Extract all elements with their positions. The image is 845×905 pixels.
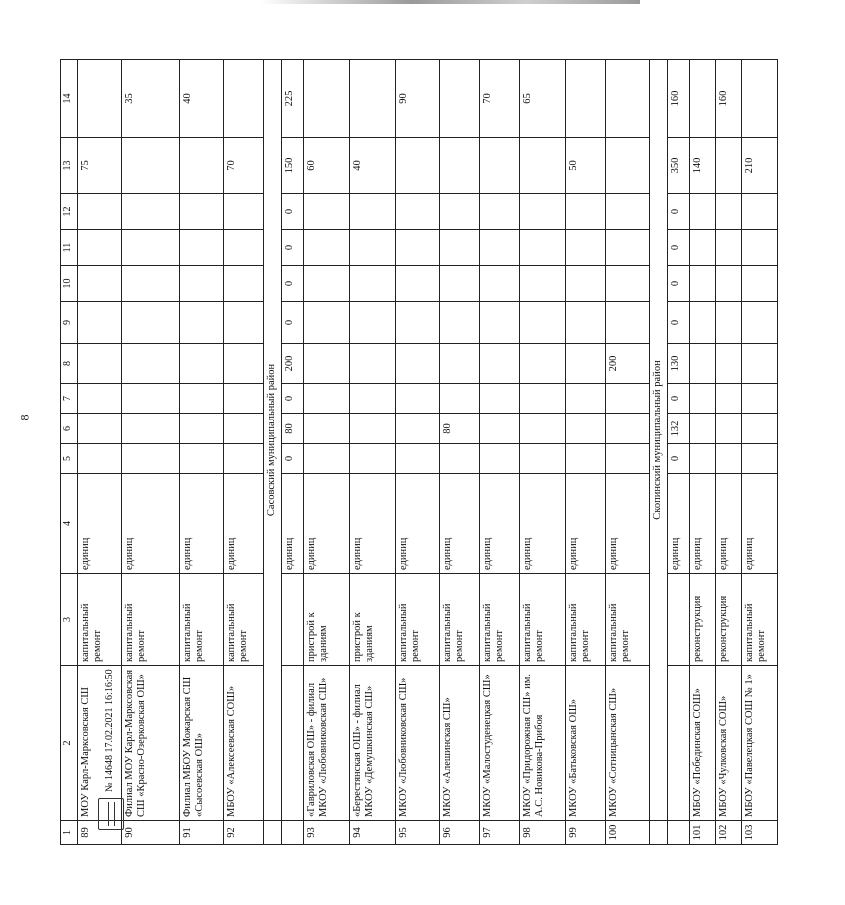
table-cell (742, 344, 778, 384)
institution-name: МКОУ «Сотницынская СШ» (606, 666, 650, 821)
table-cell: единиц (122, 474, 180, 574)
table-cell (396, 194, 440, 230)
table-cell (606, 60, 650, 138)
table-cell: единиц (690, 474, 716, 574)
row-number: 92 (224, 821, 264, 845)
table-cell (180, 444, 224, 474)
table-cell (566, 414, 606, 444)
table-cell (350, 344, 396, 384)
table-cell: 0 (282, 302, 304, 344)
institution-name: МБОУ «Алексеевская СОШ» (224, 666, 264, 821)
table-cell: 130 (668, 344, 690, 384)
table-cell: единиц (716, 474, 742, 574)
table-cell (440, 138, 480, 194)
table-cell (350, 444, 396, 474)
table-cell (122, 302, 180, 344)
table-cell: 150 (282, 138, 304, 194)
table-cell (606, 230, 650, 266)
table-cell (122, 230, 180, 266)
table-cell (742, 444, 778, 474)
table-cell: 0 (282, 194, 304, 230)
table-cell (350, 60, 396, 138)
table-cell (480, 194, 520, 230)
table-cell (304, 384, 350, 414)
institution-name: МБОУ «Чулковская СОШ» (716, 666, 742, 821)
table-cell: 0 (668, 384, 690, 414)
table-cell (690, 384, 716, 414)
total-row (668, 60, 690, 845)
table-cell (396, 384, 440, 414)
table-cell (396, 266, 440, 302)
row-number: 102 (716, 821, 742, 845)
table-cell (78, 384, 122, 414)
table-cell: 0 (282, 230, 304, 266)
row-number (668, 821, 690, 845)
table-cell: 0 (668, 194, 690, 230)
table-row (520, 60, 566, 845)
document-registration: № 14648 17.02.2021 16:16:50 (104, 669, 115, 792)
table-row (480, 60, 520, 845)
table-row (440, 60, 480, 845)
table-cell: единиц (180, 474, 224, 574)
table-cell: 70 (224, 138, 264, 194)
table-cell: единиц (520, 474, 566, 574)
table-cell (520, 414, 566, 444)
table-cell (122, 138, 180, 194)
table-cell (480, 302, 520, 344)
table-cell: 60 (304, 138, 350, 194)
table-cell (606, 384, 650, 414)
table-cell (180, 194, 224, 230)
table-cell (606, 302, 650, 344)
table-cell: капитальный ремонт (520, 574, 566, 666)
row-number: 95 (396, 821, 440, 845)
table-cell (304, 344, 350, 384)
table-cell (742, 60, 778, 138)
table-cell: 50 (566, 138, 606, 194)
row-number: 100 (606, 821, 650, 845)
table-cell: единиц (606, 474, 650, 574)
row-number: 99 (566, 821, 606, 845)
table-cell: 0 (282, 444, 304, 474)
table-cell: 0 (668, 444, 690, 474)
table-cell: единиц (304, 474, 350, 574)
table-cell (180, 414, 224, 444)
table-cell (480, 414, 520, 444)
institution-name: МКОУ «Малостуденецкая СШ» (480, 666, 520, 821)
table-cell (606, 194, 650, 230)
table-cell: пристрой к зданиям (304, 574, 350, 666)
table-cell: единиц (282, 474, 304, 574)
table-cell (304, 230, 350, 266)
table-cell: единиц (566, 474, 606, 574)
table-cell (440, 230, 480, 266)
table-cell (606, 266, 650, 302)
table-cell: капитальный ремонт (122, 574, 180, 666)
column-header: 2 (61, 666, 78, 821)
table-cell (742, 384, 778, 414)
table-cell (224, 384, 264, 414)
table-cell (180, 138, 224, 194)
table-cell (180, 302, 224, 344)
table-cell (180, 384, 224, 414)
row-number: 98 (520, 821, 566, 845)
table-cell (520, 138, 566, 194)
table-cell (566, 266, 606, 302)
table-cell (668, 574, 690, 666)
table-cell (180, 230, 224, 266)
table-cell: единиц (78, 474, 122, 574)
institution-name: Филиал МБОУ Можарская СШ «Сысоевская ОШ» (180, 666, 224, 821)
table-cell (480, 230, 520, 266)
institution-name: Филиал МОУ Карл-Марксовская СШ «Красно-Озерковская ОШ» (122, 666, 180, 821)
table-cell (606, 138, 650, 194)
table-cell (224, 344, 264, 384)
table-cell (690, 444, 716, 474)
institution-name: МКОУ «Алешинская СШ» (440, 666, 480, 821)
table-cell (440, 266, 480, 302)
table-cell: 200 (606, 344, 650, 384)
table-cell (716, 194, 742, 230)
table-cell (224, 302, 264, 344)
row-number: 97 (480, 821, 520, 845)
table-cell (224, 414, 264, 444)
column-header: 7 (61, 384, 78, 414)
table-cell (78, 344, 122, 384)
table-cell (78, 230, 122, 266)
column-header: 12 (61, 194, 78, 230)
table-cell (716, 344, 742, 384)
table-cell (520, 266, 566, 302)
institution-name: «Гавриловская ОШ» - филиал МКОУ «Любовниковская СШ» (304, 666, 350, 821)
table-cell: 210 (742, 138, 778, 194)
table-cell: 0 (668, 302, 690, 344)
table-cell: 0 (668, 266, 690, 302)
table-cell: 40 (350, 138, 396, 194)
table-cell: 160 (668, 60, 690, 138)
table-cell (716, 384, 742, 414)
table-cell (304, 302, 350, 344)
table-row (742, 60, 778, 845)
page-number: 8 (17, 414, 32, 421)
table-cell (224, 230, 264, 266)
table-row (566, 60, 606, 845)
table-cell (716, 266, 742, 302)
table-cell (520, 194, 566, 230)
table-cell (78, 194, 122, 230)
row-number: 93 (304, 821, 350, 845)
table-cell (480, 384, 520, 414)
table-cell (304, 444, 350, 474)
table-cell (716, 138, 742, 194)
table-cell (742, 194, 778, 230)
row-number: 89 (78, 821, 122, 845)
table-cell: 80 (440, 414, 480, 444)
table-cell (480, 138, 520, 194)
institution-name: МКОУ «Придорожная СШ» им. А.С. Новикова-Прибоя (520, 666, 566, 821)
table-cell (350, 266, 396, 302)
table-cell (520, 230, 566, 266)
table-cell: капитальный ремонт (180, 574, 224, 666)
table-cell (122, 194, 180, 230)
institution-name (668, 666, 690, 821)
table-cell (480, 344, 520, 384)
table-cell (606, 444, 650, 474)
table-cell (742, 414, 778, 444)
table-cell (716, 230, 742, 266)
table-row (716, 60, 742, 845)
table-cell (304, 60, 350, 138)
table-cell (480, 266, 520, 302)
table-cell: 0 (668, 230, 690, 266)
table-cell (78, 302, 122, 344)
table-cell: единиц (742, 474, 778, 574)
column-header: 11 (61, 230, 78, 266)
table-cell: единиц (668, 474, 690, 574)
table-cell (566, 444, 606, 474)
table-row (350, 60, 396, 845)
table-cell: единиц (480, 474, 520, 574)
institution-name: МКОУ «Батьковская ОШ» (566, 666, 606, 821)
column-header: 13 (61, 138, 78, 194)
table-cell (690, 414, 716, 444)
table-row (606, 60, 650, 845)
table-cell (520, 302, 566, 344)
table-cell (716, 302, 742, 344)
table-cell: 225 (282, 60, 304, 138)
table-cell: капитальный ремонт (440, 574, 480, 666)
row-number: 96 (440, 821, 480, 845)
table-cell (350, 194, 396, 230)
table-cell (440, 302, 480, 344)
table-cell (742, 266, 778, 302)
table-cell (742, 230, 778, 266)
table-cell: 200 (282, 344, 304, 384)
table-row (690, 60, 716, 845)
institution-name: МБОУ «Побединская СОШ» (690, 666, 716, 821)
table-cell (304, 414, 350, 444)
column-header: 9 (61, 302, 78, 344)
table-cell: единиц (396, 474, 440, 574)
table-cell (78, 444, 122, 474)
table-cell: капитальный ремонт (396, 574, 440, 666)
table-row (304, 60, 350, 845)
table-cell (396, 444, 440, 474)
table-cell (520, 384, 566, 414)
table-cell: капитальный ремонт (606, 574, 650, 666)
institution-name: МБОУ «Павелецкая СОШ № 1» (742, 666, 778, 821)
table-cell (440, 444, 480, 474)
table-cell (350, 302, 396, 344)
table-cell (566, 384, 606, 414)
table-cell: пристрой к зданиям (350, 574, 396, 666)
table-cell: 140 (690, 138, 716, 194)
table-cell (742, 302, 778, 344)
table-cell (440, 344, 480, 384)
table-cell (520, 344, 566, 384)
table-cell: реконструкция (716, 574, 742, 666)
table-cell (566, 60, 606, 138)
table-cell (690, 344, 716, 384)
table-cell (396, 414, 440, 444)
column-header: 14 (61, 60, 78, 138)
row-number: 103 (742, 821, 778, 845)
table-cell: 65 (520, 60, 566, 138)
table-cell (350, 414, 396, 444)
column-header: 8 (61, 344, 78, 384)
table-cell (78, 414, 122, 444)
table-cell (690, 266, 716, 302)
table-cell: 160 (716, 60, 742, 138)
table-cell: капитальный ремонт (480, 574, 520, 666)
scan-edge (260, 0, 640, 4)
table-cell (224, 194, 264, 230)
table-cell (122, 384, 180, 414)
table-cell: капитальный ремонт (742, 574, 778, 666)
table-cell (224, 266, 264, 302)
table-cell (440, 60, 480, 138)
table-cell (690, 302, 716, 344)
table-cell: 132 (668, 414, 690, 444)
table-cell: единиц (350, 474, 396, 574)
region-name: Сасовский муниципальный район (264, 60, 282, 821)
table-cell (690, 194, 716, 230)
row-number: 91 (180, 821, 224, 845)
institution-name: «Берестянская ОШ» - филиал МКОУ «Демушкинская СШ» (350, 666, 396, 821)
table-cell: 40 (180, 60, 224, 138)
table-cell (122, 266, 180, 302)
table-cell: капитальный ремонт (78, 574, 122, 666)
table-cell (716, 414, 742, 444)
column-header: 3 (61, 574, 78, 666)
table-cell (480, 444, 520, 474)
table-cell (566, 230, 606, 266)
table-cell (396, 230, 440, 266)
table-cell (350, 230, 396, 266)
table-cell: 90 (396, 60, 440, 138)
table-cell (396, 138, 440, 194)
column-header: 6 (61, 414, 78, 444)
table-cell (566, 302, 606, 344)
column-header: 4 (61, 474, 78, 574)
stamp-logo-icon (98, 798, 124, 830)
table-cell: реконструкция (690, 574, 716, 666)
table-cell: 350 (668, 138, 690, 194)
region-spacer (650, 821, 668, 845)
table-cell (440, 194, 480, 230)
table-cell (396, 302, 440, 344)
table-cell (122, 414, 180, 444)
table-cell (690, 230, 716, 266)
table-cell: 35 (122, 60, 180, 138)
table-cell: 0 (282, 266, 304, 302)
table-cell (690, 60, 716, 138)
table-cell: капитальный ремонт (224, 574, 264, 666)
column-header: 1 (61, 821, 78, 845)
table-cell: 70 (480, 60, 520, 138)
region-name: Скопинский муниципальный район (650, 60, 668, 821)
region-row (650, 60, 668, 845)
row-number: 90 (122, 821, 180, 845)
table-cell (520, 444, 566, 474)
column-header: 5 (61, 444, 78, 474)
table-cell (122, 444, 180, 474)
row-number: 94 (350, 821, 396, 845)
table-cell (716, 444, 742, 474)
table-cell (566, 194, 606, 230)
table-cell: 75 (78, 138, 122, 194)
table-cell (180, 266, 224, 302)
institution-name: МКОУ «Любовниковская СШ» (396, 666, 440, 821)
row-number: 101 (690, 821, 716, 845)
table-cell: капитальный ремонт (566, 574, 606, 666)
table-cell: 80 (282, 414, 304, 444)
table-cell (224, 60, 264, 138)
table-cell (122, 344, 180, 384)
table-cell: единиц (440, 474, 480, 574)
table-cell (224, 444, 264, 474)
table-row (396, 60, 440, 845)
header-row (61, 60, 78, 845)
table-cell: единиц (224, 474, 264, 574)
table-cell (304, 194, 350, 230)
institution-name: МОУ Карл-Марксовская СШ (78, 666, 122, 821)
column-header: 10 (61, 266, 78, 302)
table-cell (566, 344, 606, 384)
table-cell (304, 266, 350, 302)
table-cell (78, 266, 122, 302)
footer (94, 640, 294, 830)
table-cell (606, 414, 650, 444)
table-cell: 0 (282, 384, 304, 414)
table-cell (440, 384, 480, 414)
table-cell (78, 60, 122, 138)
table-cell (180, 344, 224, 384)
table-cell (350, 384, 396, 414)
table-cell (396, 344, 440, 384)
